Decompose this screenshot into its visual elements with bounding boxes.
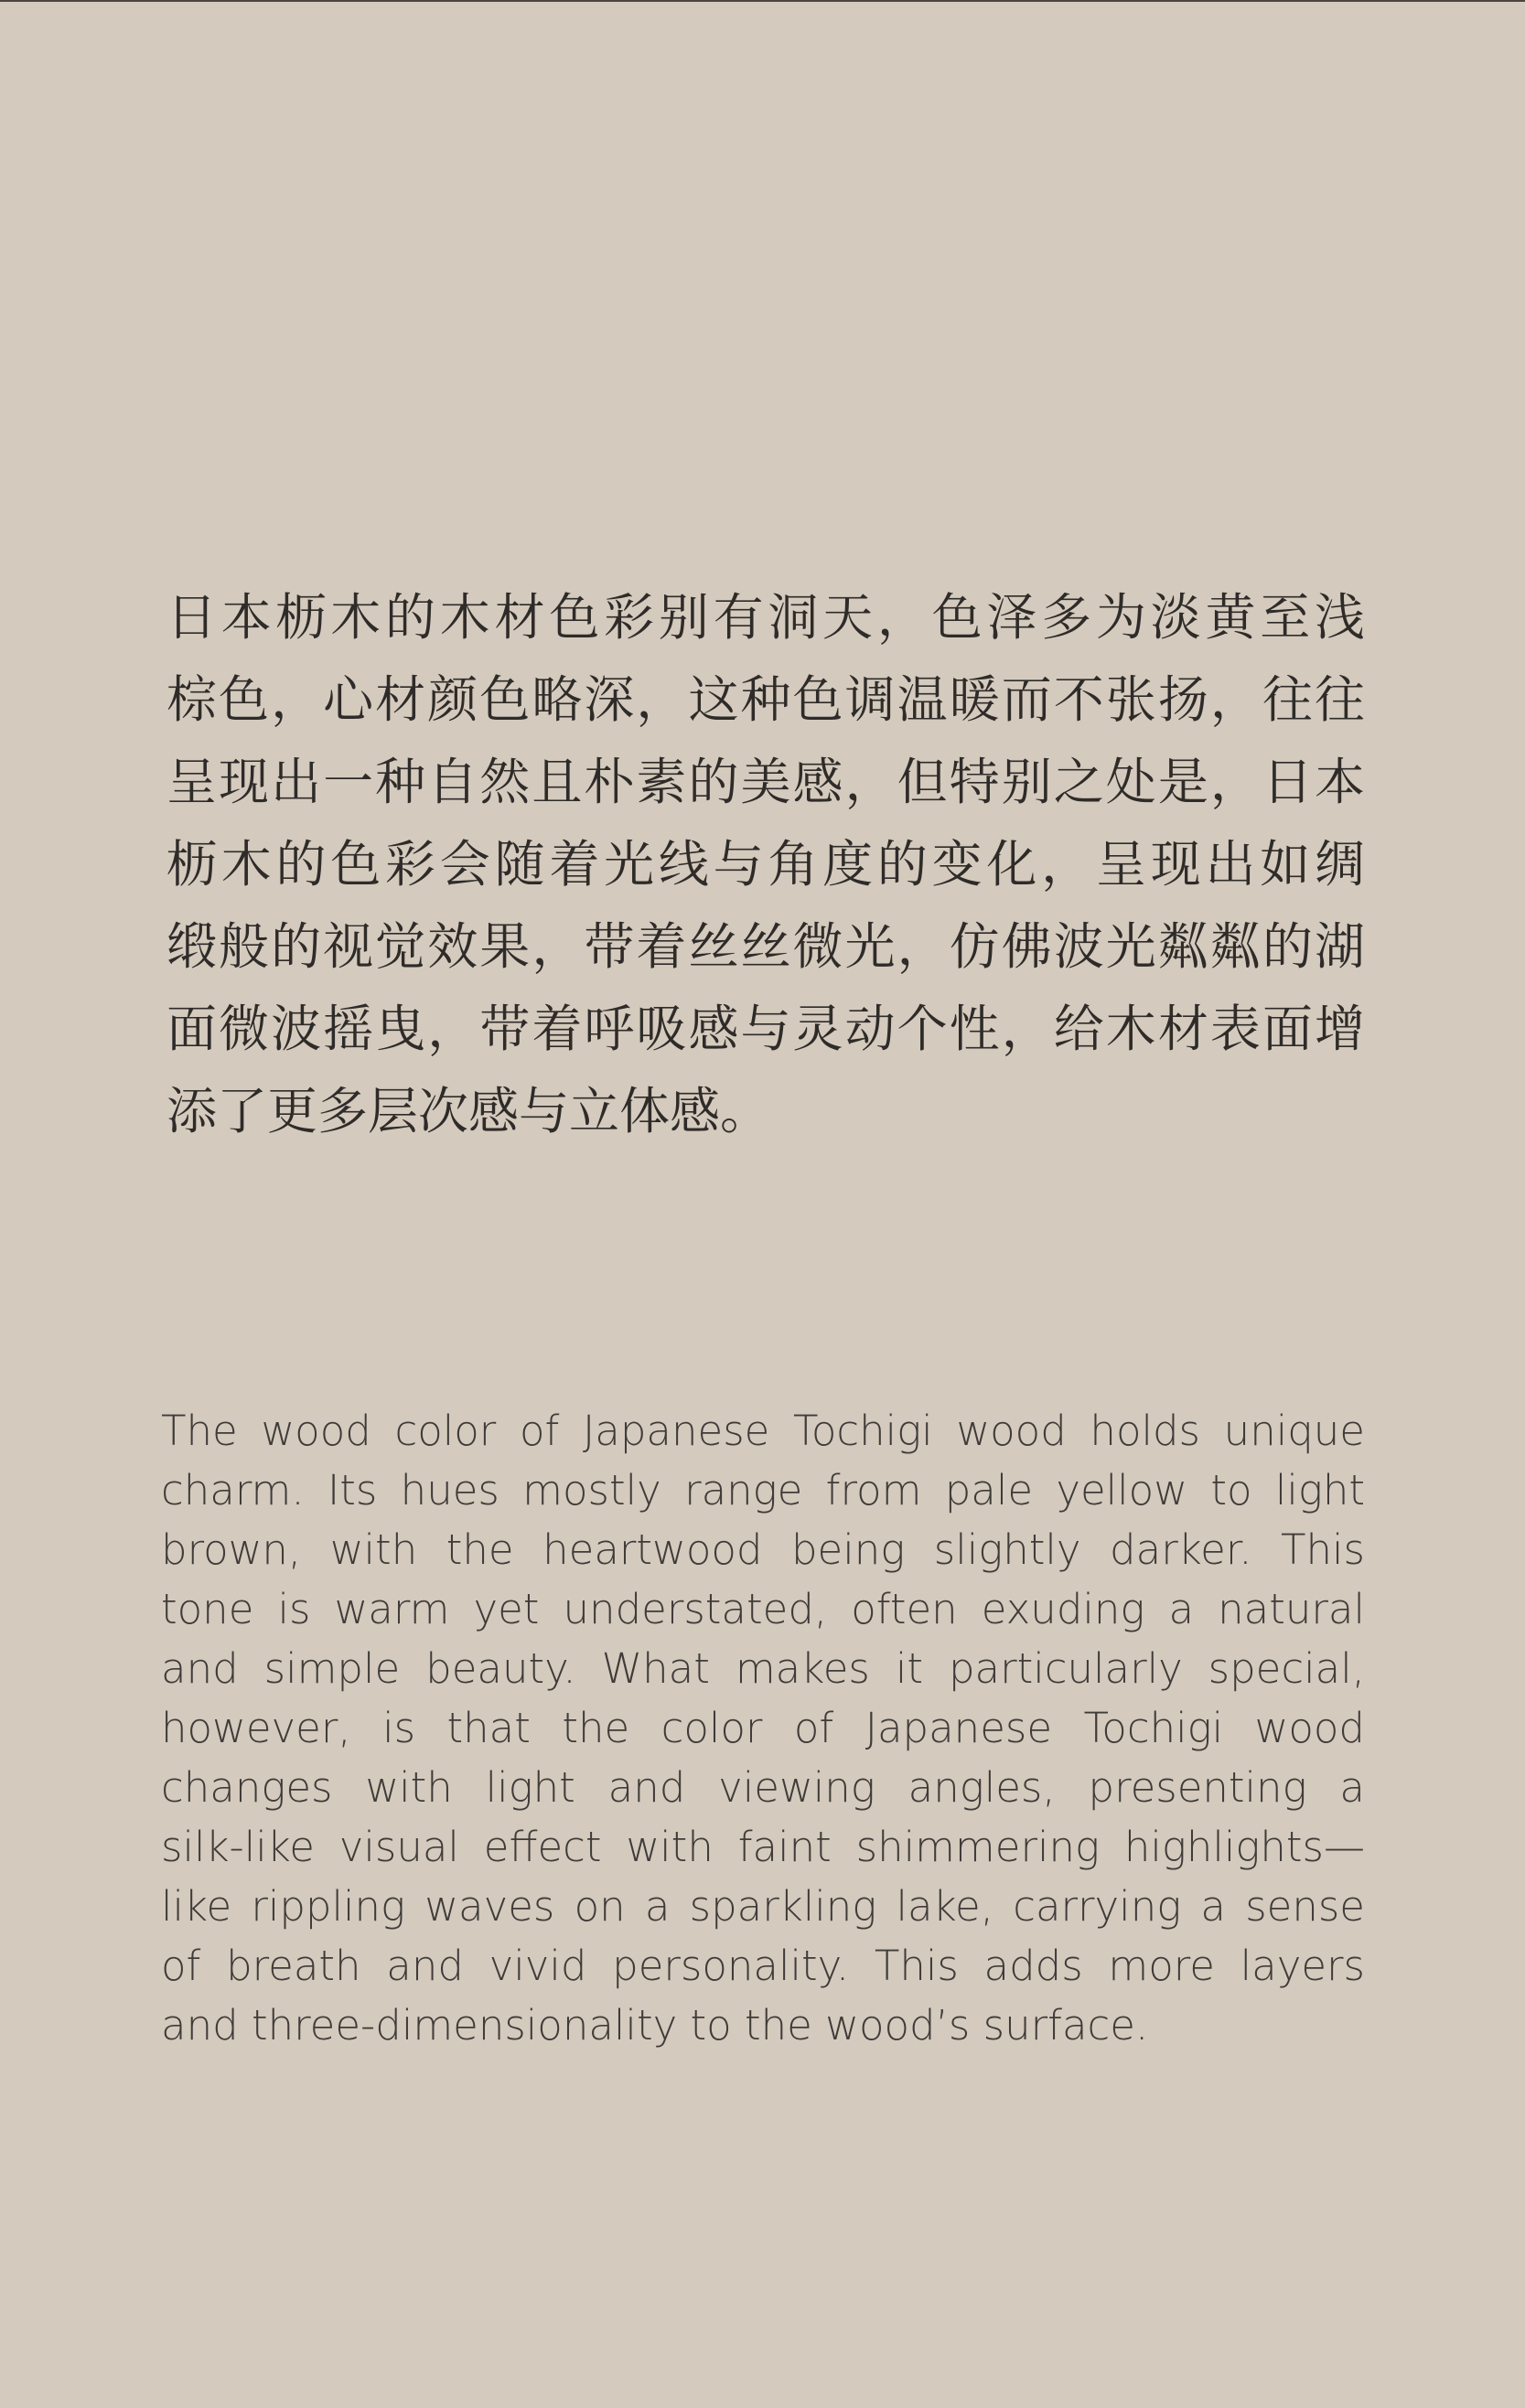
chinese-paragraph-line: 添了更多层次感与立体感。 xyxy=(166,1082,771,1140)
english-paragraph-line: of breath and vivid personality. This adds more layers xyxy=(161,1942,1365,1990)
english-paragraph-line: silk-like visual effect with faint shimmering highlights— xyxy=(161,1823,1365,1871)
english-paragraph-line: and simple beauty. What makes it particularly special, xyxy=(161,1644,1365,1693)
english-paragraph-line: charm. Its hues mostly range from pale yellow to light xyxy=(161,1466,1365,1514)
chinese-paragraph-line: 日本枥木的木材色彩别有洞天，色泽多为淡黄至浅 xyxy=(166,588,1365,647)
english-paragraph-line: tone is warm yet understated, often exuding a natural xyxy=(161,1585,1365,1633)
chinese-paragraph-line: 呈现出一种自然且朴素的美感，但特别之处是，日本 xyxy=(166,753,1365,811)
english-paragraph-line: and three-dimensionality to the wood’s surface. xyxy=(161,2001,1149,2049)
chinese-paragraph-line: 面微波摇曳，带着呼吸感与灵动个性，给木材表面增 xyxy=(166,1000,1365,1058)
english-paragraph-line: however, is that the color of Japanese Tochigi wood xyxy=(161,1704,1365,1752)
english-paragraph xyxy=(161,1401,1365,2055)
english-paragraph-line: like rippling waves on a sparkling lake, carrying a sense xyxy=(161,1882,1365,1931)
chinese-paragraph xyxy=(166,576,1365,1152)
chinese-paragraph-line: 枥木的色彩会随着光线与角度的变化，呈现出如绸 xyxy=(166,835,1365,894)
chinese-paragraph-line: 棕色，心材颜色略深，这种色调温暖而不张扬，往往 xyxy=(166,670,1365,729)
english-paragraph-line: brown, with the heartwood being slightly darker. This xyxy=(161,1525,1365,1574)
english-paragraph-line: changes with light and viewing angles, presenting a xyxy=(161,1763,1365,1812)
top-border-line xyxy=(0,0,1525,2)
english-paragraph-line: The wood color of Japanese Tochigi wood holds unique xyxy=(161,1407,1365,1455)
chinese-paragraph-line: 缎般的视觉效果，带着丝丝微光，仿佛波光粼粼的湖 xyxy=(166,917,1365,976)
